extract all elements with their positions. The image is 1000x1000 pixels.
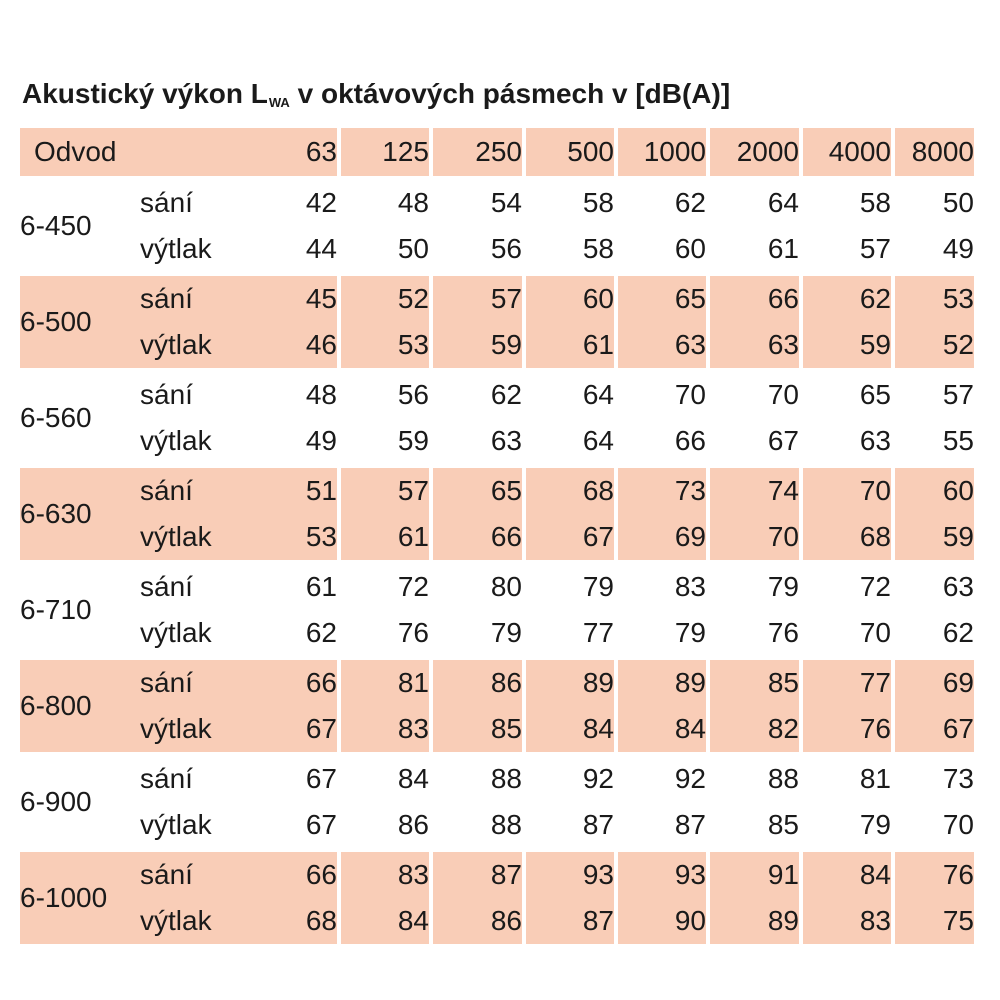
direction-label: sání	[140, 272, 252, 322]
value-cell: 79	[429, 610, 522, 656]
value-cell: 54	[429, 176, 522, 226]
value-cell: 42	[252, 176, 337, 226]
value-cell: 89	[522, 656, 614, 706]
value-cell: 89	[614, 656, 706, 706]
fan-size-cell: 6-560	[20, 368, 140, 464]
value-cell: 87	[522, 802, 614, 848]
value-cell: 48	[337, 176, 429, 226]
header-row	[20, 128, 974, 176]
value-cell: 86	[337, 802, 429, 848]
value-cell: 64	[522, 368, 614, 418]
value-cell: 67	[522, 514, 614, 560]
value-cell: 74	[706, 464, 799, 514]
table-row	[20, 802, 974, 848]
value-cell: 73	[614, 464, 706, 514]
direction-label: sání	[140, 656, 252, 706]
direction-label: výtlak	[140, 233, 212, 264]
table-row	[20, 418, 974, 464]
title-rest: v oktávových pásmech v [dB(A)]	[289, 78, 731, 109]
value-cell: 85	[429, 706, 522, 752]
value-cell: 76	[337, 610, 429, 656]
value-cell: 57	[891, 368, 974, 418]
direction-label: sání	[140, 752, 252, 802]
value-cell: 59	[799, 322, 891, 368]
band-header: 125	[337, 128, 429, 176]
value-cell: 76	[799, 706, 891, 752]
table-title	[22, 78, 730, 110]
value-cell: 58	[522, 176, 614, 226]
table-row	[20, 706, 974, 752]
value-cell: 76	[891, 848, 974, 898]
title-main: Akustický výkon L	[22, 78, 268, 109]
value-cell: 57	[799, 226, 891, 272]
value-cell: 84	[614, 706, 706, 752]
value-cell: 63	[891, 560, 974, 610]
value-cell: 67	[706, 418, 799, 464]
value-cell: 61	[337, 514, 429, 560]
value-cell: 67	[252, 706, 337, 752]
value-cell: 55	[891, 418, 974, 464]
value-cell: 68	[799, 514, 891, 560]
value-cell: 69	[891, 656, 974, 706]
value-cell: 44	[305, 233, 337, 264]
value-cell: 60	[891, 464, 974, 514]
value-cell: 93	[522, 848, 614, 898]
value-cell: 59	[337, 418, 429, 464]
value-cell: 64	[706, 176, 799, 226]
direction-label: sání	[140, 176, 252, 226]
value-cell: 70	[614, 368, 706, 418]
fan-size-cell: 6-450	[20, 176, 140, 272]
table-row	[20, 464, 974, 514]
value-cell: 75	[891, 898, 974, 944]
value-cell: 83	[614, 560, 706, 610]
value-cell: 66	[706, 272, 799, 322]
value-cell: 70	[891, 802, 974, 848]
value-cell: 82	[706, 706, 799, 752]
band-header: 8000	[891, 128, 974, 176]
value-cell: 84	[337, 898, 429, 944]
value-cell: 65	[429, 464, 522, 514]
fan-size-cell: 6-500	[20, 272, 140, 368]
value-cell: 88	[429, 752, 522, 802]
table-row	[20, 752, 974, 802]
fan-size-cell: 6-1000	[20, 848, 140, 944]
direction-label: výtlak	[140, 898, 252, 944]
value-cell: 67	[891, 706, 974, 752]
value-cell: 84	[799, 848, 891, 898]
direction-label: sání	[140, 560, 252, 610]
value-cell: 63	[799, 418, 891, 464]
value-cell: 50	[891, 176, 974, 226]
value-cell: 84	[337, 752, 429, 802]
value-cell: 86	[429, 656, 522, 706]
value-cell: 63	[614, 322, 706, 368]
value-cell: 93	[614, 848, 706, 898]
value-cell: 59	[429, 322, 522, 368]
band-header: 500	[522, 128, 614, 176]
value-cell: 81	[337, 656, 429, 706]
value-cell: 53	[891, 272, 974, 322]
fan-size-cell: 6-800	[20, 656, 140, 752]
value-cell: 56	[429, 226, 522, 272]
table-row	[20, 514, 974, 560]
value-cell: 70	[799, 610, 891, 656]
table-row	[20, 898, 974, 944]
acoustic-power-table	[20, 128, 974, 944]
value-cell: 79	[614, 610, 706, 656]
value-cell: 61	[252, 560, 337, 610]
value-cell: 66	[614, 418, 706, 464]
value-cell: 70	[799, 464, 891, 514]
value-cell: 64	[522, 418, 614, 464]
value-cell: 52	[891, 322, 974, 368]
value-cell: 45	[252, 272, 337, 322]
value-cell: 61	[522, 322, 614, 368]
value-cell: 66	[429, 514, 522, 560]
value-cell: 59	[891, 514, 974, 560]
value-cell: 50	[337, 226, 429, 272]
value-cell: 72	[799, 560, 891, 610]
value-cell: 87	[429, 848, 522, 898]
direction-label: výtlak	[140, 617, 212, 648]
value-cell: 63	[429, 418, 522, 464]
title-subscript: WA	[268, 95, 290, 110]
value-cell: 83	[337, 706, 429, 752]
value-cell: 62	[891, 610, 974, 656]
value-cell: 63	[706, 322, 799, 368]
direction-label: výtlak	[140, 514, 252, 560]
value-cell: 58	[522, 226, 614, 272]
value-cell: 77	[522, 610, 614, 656]
value-cell: 57	[429, 272, 522, 322]
value-cell: 83	[799, 898, 891, 944]
value-cell: 62	[614, 176, 706, 226]
table-row	[20, 560, 974, 610]
value-cell: 91	[706, 848, 799, 898]
value-cell: 70	[706, 514, 799, 560]
direction-label: sání	[140, 464, 252, 514]
value-cell: 76	[706, 610, 799, 656]
value-cell: 51	[252, 464, 337, 514]
value-cell: 56	[337, 368, 429, 418]
value-cell: 85	[706, 656, 799, 706]
table-row	[20, 656, 974, 706]
value-cell: 61	[706, 226, 799, 272]
band-header: 63	[252, 128, 337, 176]
value-cell: 77	[799, 656, 891, 706]
value-cell: 46	[252, 322, 337, 368]
value-cell: 83	[337, 848, 429, 898]
fan-size-cell: 6-710	[20, 560, 140, 656]
table-row	[20, 176, 974, 226]
value-cell: 85	[706, 802, 799, 848]
value-cell: 53	[252, 514, 337, 560]
value-cell: 92	[522, 752, 614, 802]
value-cell: 65	[614, 272, 706, 322]
value-cell: 88	[706, 752, 799, 802]
value-cell: 49	[891, 226, 974, 272]
value-cell: 66	[252, 848, 337, 898]
table-row	[20, 368, 974, 418]
value-cell: 60	[614, 226, 706, 272]
direction-label: sání	[140, 848, 252, 898]
band-header: 1000	[614, 128, 706, 176]
value-cell: 81	[799, 752, 891, 802]
value-cell: 62	[429, 368, 522, 418]
value-cell: 79	[706, 560, 799, 610]
table-row	[20, 226, 974, 272]
value-cell: 92	[614, 752, 706, 802]
table-row	[20, 848, 974, 898]
value-cell: 69	[614, 514, 706, 560]
value-cell: 87	[522, 898, 614, 944]
value-cell: 49	[305, 425, 337, 456]
value-cell: 57	[337, 464, 429, 514]
value-cell: 67	[252, 752, 337, 802]
value-cell: 68	[522, 464, 614, 514]
value-cell: 66	[252, 656, 337, 706]
direction-label: výtlak	[140, 809, 212, 840]
value-cell: 70	[706, 368, 799, 418]
band-header: 250	[429, 128, 522, 176]
value-cell: 90	[614, 898, 706, 944]
value-cell: 65	[799, 368, 891, 418]
band-header: 4000	[799, 128, 891, 176]
value-cell: 84	[522, 706, 614, 752]
value-cell: 80	[429, 560, 522, 610]
table-row	[20, 610, 974, 656]
value-cell: 73	[891, 752, 974, 802]
table-row	[20, 272, 974, 322]
header-label: Odvod	[20, 128, 252, 176]
value-cell: 87	[614, 802, 706, 848]
value-cell: 88	[429, 802, 522, 848]
value-cell: 53	[337, 322, 429, 368]
value-cell: 67	[305, 809, 337, 840]
band-header: 2000	[706, 128, 799, 176]
value-cell: 48	[252, 368, 337, 418]
value-cell: 89	[706, 898, 799, 944]
fan-size-cell: 6-900	[20, 752, 140, 848]
value-cell: 68	[252, 898, 337, 944]
direction-label: výtlak	[140, 322, 252, 368]
direction-label: sání	[140, 368, 252, 418]
value-cell: 86	[429, 898, 522, 944]
direction-label: výtlak	[140, 706, 252, 752]
fan-size-cell: 6-630	[20, 464, 140, 560]
value-cell: 58	[799, 176, 891, 226]
value-cell: 72	[337, 560, 429, 610]
direction-label: výtlak	[140, 425, 212, 456]
value-cell: 62	[799, 272, 891, 322]
value-cell: 62	[305, 617, 337, 648]
table-row	[20, 322, 974, 368]
value-cell: 79	[522, 560, 614, 610]
value-cell: 60	[522, 272, 614, 322]
value-cell: 79	[799, 802, 891, 848]
value-cell: 52	[337, 272, 429, 322]
